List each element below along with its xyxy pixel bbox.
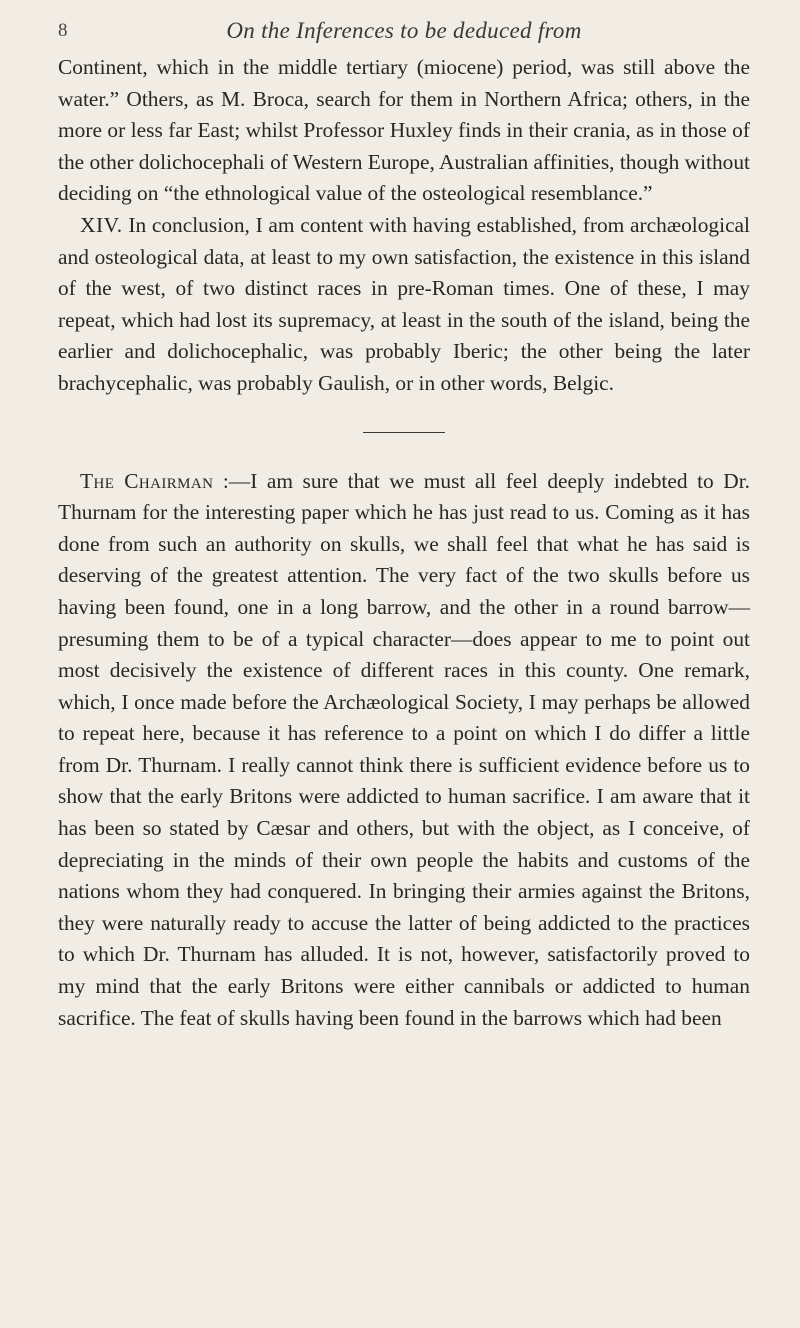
paragraph-chairman-remarks: [58, 466, 750, 1035]
running-head: [58, 14, 750, 52]
section-number: XIV.: [80, 212, 123, 237]
section-divider: [363, 432, 445, 433]
page-number: 8: [58, 20, 68, 41]
paragraph-chairman-text: :—I am sure that we must all feel deeply indebted to Dr. Thurnam for the interesting paper which he has just read to us. Coming as it has done from such an authority on skulls, we shall feel that what he has said is deserving of the greatest attention. The very fact of the two skulls before us having been found, one in a long barrow, and the other in a round barrow—presuming them to be of a typical character—does appear to me to point out most decisively the existence of different races in this county. One remark, which, I once made before the Archæological Society, I may perhaps be allowed to repeat here, because it has reference to a point on which I do differ a little from Dr. Thurnam. I really cannot think there is sufficient evidence before us to show that the early Britons were addicted to human sacrifice. I am aware that it has been so stated by Cæsar and others, but with the object, as I conceive, of depreciating in the minds of their own people the habits and customs of the nations whom they had conquered. In bringing their armies against the Britons, they were naturally ready to accuse the latter of being addicted to the practices to which Dr. Thurnam has alluded. It is not, however, satisfactorily proved to my mind that the early Britons were either cannibals or addicted to human sacrifice. The feat of skulls having been found in the barrows which had been: [58, 468, 750, 1030]
paragraph-conclusion: [58, 210, 750, 400]
paragraph-continuation: Continent, which in the middle tertiary (miocene) period, was still above the water.” Others, as M. Broca, search for them in Northern Africa; others, in the more or less far East; whilst Professor Huxley finds in their crania, as in those of the other dolichocephali of Western Europe, Australian affinities, though without deciding on “the ethnological value of the osteological resemblance.”: [58, 55, 750, 206]
running-title: On the Inferences to be deduced from: [226, 18, 582, 43]
speaker-label: The Chairman: [80, 468, 214, 493]
paragraph-conclusion-text: In conclusion, I am content with having established, from archæological and osteological data, at least to my own satisfaction, the existence in this island of the west, of two distinct races in pre-Roman times. One of these, I may repeat, which had lost its supremacy, at least in the south of the island, being the earlier and dolichocephalic, was probably Iberic; the other being the later brachycephalic, was probably Gaulish, or in other words, Belgic.: [58, 212, 750, 395]
